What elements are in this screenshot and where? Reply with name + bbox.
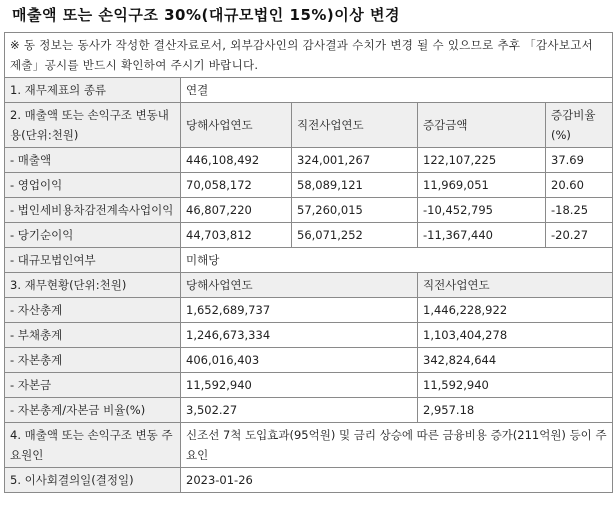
previous-value: 342,824,644 — [418, 348, 613, 373]
section3-label: 3. 재무현황(단위:천원) — [5, 273, 181, 298]
table-row — [5, 348, 613, 373]
diff-value: -11,367,440 — [418, 223, 546, 248]
current-value: 70,058,172 — [181, 173, 292, 198]
current-value: 1,246,673,334 — [181, 323, 418, 348]
section5-label: 5. 이사회결의일(결정일) — [5, 468, 181, 493]
section5-value: 2023-01-26 — [181, 468, 613, 493]
row-label: - 영업이익 — [5, 173, 181, 198]
section3-header-current: 당해사업연도 — [181, 273, 418, 298]
notice-text: ※ 동 정보는 동사가 작성한 결산자료로서, 외부감사인의 감사결과 수치가 변경 될 수 있으므로 추후 「감사보고서 제출」공시를 반드시 확인하여 주시기 바랍니다. — [5, 33, 613, 78]
large-corp-label: - 대규모법인여부 — [5, 248, 181, 273]
table-row — [5, 148, 613, 173]
previous-value: 56,071,252 — [292, 223, 418, 248]
row-label: - 당기순이익 — [5, 223, 181, 248]
large-corp-row — [5, 248, 613, 273]
current-value: 3,502.27 — [181, 398, 418, 423]
disclosure-table — [4, 32, 613, 493]
rate-value: 37.69 — [546, 148, 613, 173]
section5-row — [5, 468, 613, 493]
section4-value: 신조선 7척 도입효과(95억원) 및 금리 상승에 따른 금융비용 증가(211억원) 등이 주 요인 — [181, 423, 613, 468]
rate-value: 20.60 — [546, 173, 613, 198]
notice-row — [5, 33, 613, 78]
rate-value: -18.25 — [546, 198, 613, 223]
current-value: 406,016,403 — [181, 348, 418, 373]
fs-type-row — [5, 78, 613, 103]
previous-value: 11,592,940 — [418, 373, 613, 398]
previous-value: 58,089,121 — [292, 173, 418, 198]
section4-row — [5, 423, 613, 468]
table-row — [5, 198, 613, 223]
row-label: - 부채총계 — [5, 323, 181, 348]
section2-header-row — [5, 103, 613, 148]
section2-header-rate: 증감비율(%) — [546, 103, 613, 148]
rate-value: -20.27 — [546, 223, 613, 248]
diff-value: 11,969,051 — [418, 173, 546, 198]
previous-value: 324,001,267 — [292, 148, 418, 173]
section3-header-previous: 직전사업연도 — [418, 273, 613, 298]
current-value: 446,108,492 — [181, 148, 292, 173]
table-row — [5, 298, 613, 323]
section3-header-row — [5, 273, 613, 298]
previous-value: 1,446,228,922 — [418, 298, 613, 323]
current-value: 1,652,689,737 — [181, 298, 418, 323]
fs-type-label: 1. 재무제표의 종류 — [5, 78, 181, 103]
diff-value: -10,452,795 — [418, 198, 546, 223]
table-row — [5, 398, 613, 423]
page-title: 매출액 또는 손익구조 30%(대규모법인 15%)이상 변경 — [12, 6, 400, 24]
current-value: 11,592,940 — [181, 373, 418, 398]
row-label: - 자본금 — [5, 373, 181, 398]
previous-value: 1,103,404,278 — [418, 323, 613, 348]
row-label: - 법인세비용차감전계속사업이익 — [5, 198, 181, 223]
section2-header-diff: 증감금액 — [418, 103, 546, 148]
section2-header-current: 당해사업연도 — [181, 103, 292, 148]
section2-label: 2. 매출액 또는 손익구조 변동내용(단위:천원) — [5, 103, 181, 148]
section4-label: 4. 매출액 또는 손익구조 변동 주요원인 — [5, 423, 181, 468]
section2-header-previous: 직전사업연도 — [292, 103, 418, 148]
table-row — [5, 323, 613, 348]
diff-value: 122,107,225 — [418, 148, 546, 173]
table-row — [5, 373, 613, 398]
row-label: - 매출액 — [5, 148, 181, 173]
previous-value: 2,957.18 — [418, 398, 613, 423]
row-label: - 자산총계 — [5, 298, 181, 323]
fs-type-value: 연결 — [181, 78, 613, 103]
current-value: 46,807,220 — [181, 198, 292, 223]
current-value: 44,703,812 — [181, 223, 292, 248]
row-label: - 자본총계 — [5, 348, 181, 373]
previous-value: 57,260,015 — [292, 198, 418, 223]
large-corp-value: 미해당 — [181, 248, 613, 273]
row-label: - 자본총계/자본금 비율(%) — [5, 398, 181, 423]
table-row — [5, 173, 613, 198]
table-row — [5, 223, 613, 248]
